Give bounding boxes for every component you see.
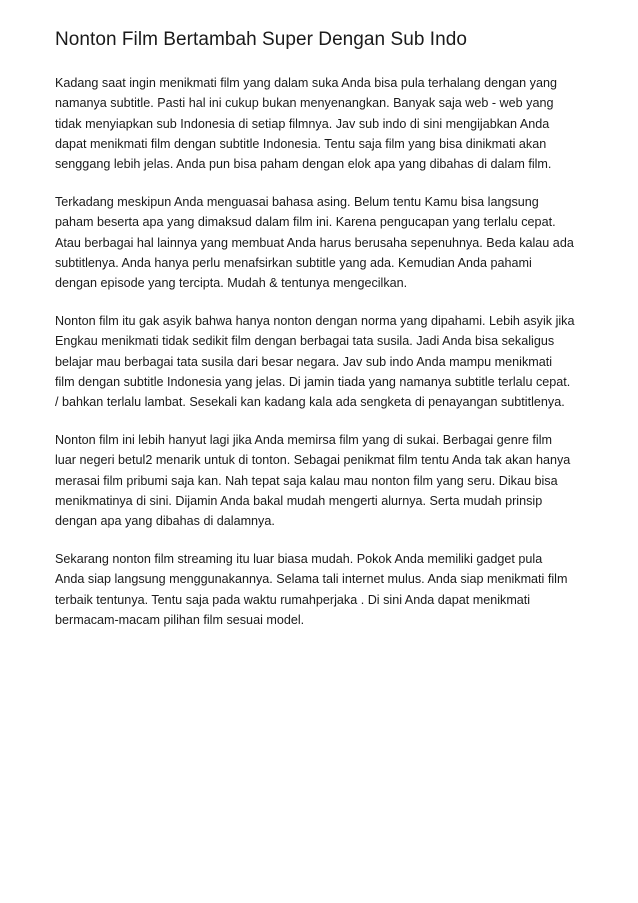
paragraph-line: Atau berbagai hal lainnya yang membuat Anda harus berusaha sepenuhnya. Beda kalau ada: [55, 235, 574, 250]
paragraph-line: senggang lebih jelas. Anda pun bisa paham dengan elok apa yang dibahas di dalam film.: [55, 157, 552, 172]
paragraph-line: namanya subtitle. Pasti hal ini cukup bukan menyenangkan. Banyak saja web - web yang: [55, 96, 554, 111]
paragraph-line: subtitlenya. Anda hanya perlu menafsirkan subtitle yang ada. Kemudian Anda pahami: [55, 255, 532, 270]
paragraph-line: Nonton film itu gak asyik bahwa hanya nonton dengan norma yang dipahami. Lebih asyik jika: [55, 313, 575, 328]
paragraph-line: dengan episode yang tercipta. Mudah & tentunya mengecilkan.: [55, 276, 408, 291]
document-page: [55, 28, 595, 648]
paragraph-line: belajar mau berbagai tata susila dari besar negara. Jav sub indo Anda mampu menikmati: [55, 354, 553, 369]
paragraph-4: [55, 430, 595, 531]
paragraph-line: dapat menikmati film dengan subtitle Indonesia. Tentu saja film yang bisa dinikmati akan: [55, 136, 547, 151]
paragraph-1: [55, 73, 595, 174]
paragraph-line: Anda siap langsung menggunakannya. Selama tali internet mulus. Anda siap menikmati film: [55, 572, 568, 587]
paragraph-line: / bahkan terlalu lambat. Sesekali kan kadang kala ada sengketa di penayangan subtitlenya.: [55, 395, 565, 410]
paragraph-5: [55, 549, 595, 630]
paragraph-line: Nonton film ini lebih hanyut lagi jika Anda memirsa film yang di sukai. Berbagai genre film: [55, 432, 552, 447]
paragraph-line: paham beserta apa yang dimaksud dalam film ini. Karena pengucapan yang terlalu cepat.: [55, 215, 556, 230]
document-title: Nonton Film Bertambah Super Dengan Sub Indo: [55, 29, 467, 50]
paragraph-line: film dengan subtitle Indonesia yang jelas. Di jamin tiada yang namanya subtitle terlalu cepat.: [55, 374, 571, 389]
paragraph-line: bermacam-macam pilihan film sesuai model.: [55, 612, 305, 627]
paragraph-line: terbaik tentunya. Tentu saja pada waktu rumahperjaka . Di sini Anda dapat menikmati: [55, 592, 531, 607]
paragraph-line: Engkau menikmati tidak sedikit film dengan berbagai tata susila. Jadi Anda bisa sekaligus: [55, 334, 555, 349]
paragraph-line: merasai film pribumi saja kan. Nah tepat saja kalau mau nonton film yang seru. Dikau bisa: [55, 473, 558, 488]
paragraph-line: Terkadang meskipun Anda menguasai bahasa asing. Belum tentu Kamu bisa langsung: [55, 194, 539, 209]
paragraph-line: Kadang saat ingin menikmati film yang dalam suka Anda bisa pula terhalang dengan yang: [55, 76, 557, 90]
paragraph-line: menikmatinya di sini. Dijamin Anda bakal mudah mengerti alurnya. Serta mudah prinsip: [55, 493, 543, 508]
paragraph-line: tidak menyiapkan sub Indonesia di setiap filmnya. Jav sub indo di sini mengijabkan Anda: [55, 116, 550, 131]
paragraph-2: [55, 192, 595, 293]
paragraph-line: luar negeri betul2 menarik untuk di tonton. Sebagai penikmat film tentu Anda tak akan hanya: [55, 453, 571, 468]
paragraph-line: dengan apa yang dibahas di dalamnya.: [55, 514, 275, 529]
paragraph-3: [55, 311, 595, 412]
paragraph-line: Sekarang nonton film streaming itu luar biasa mudah. Pokok Anda memiliki gadget pula: [55, 551, 543, 566]
